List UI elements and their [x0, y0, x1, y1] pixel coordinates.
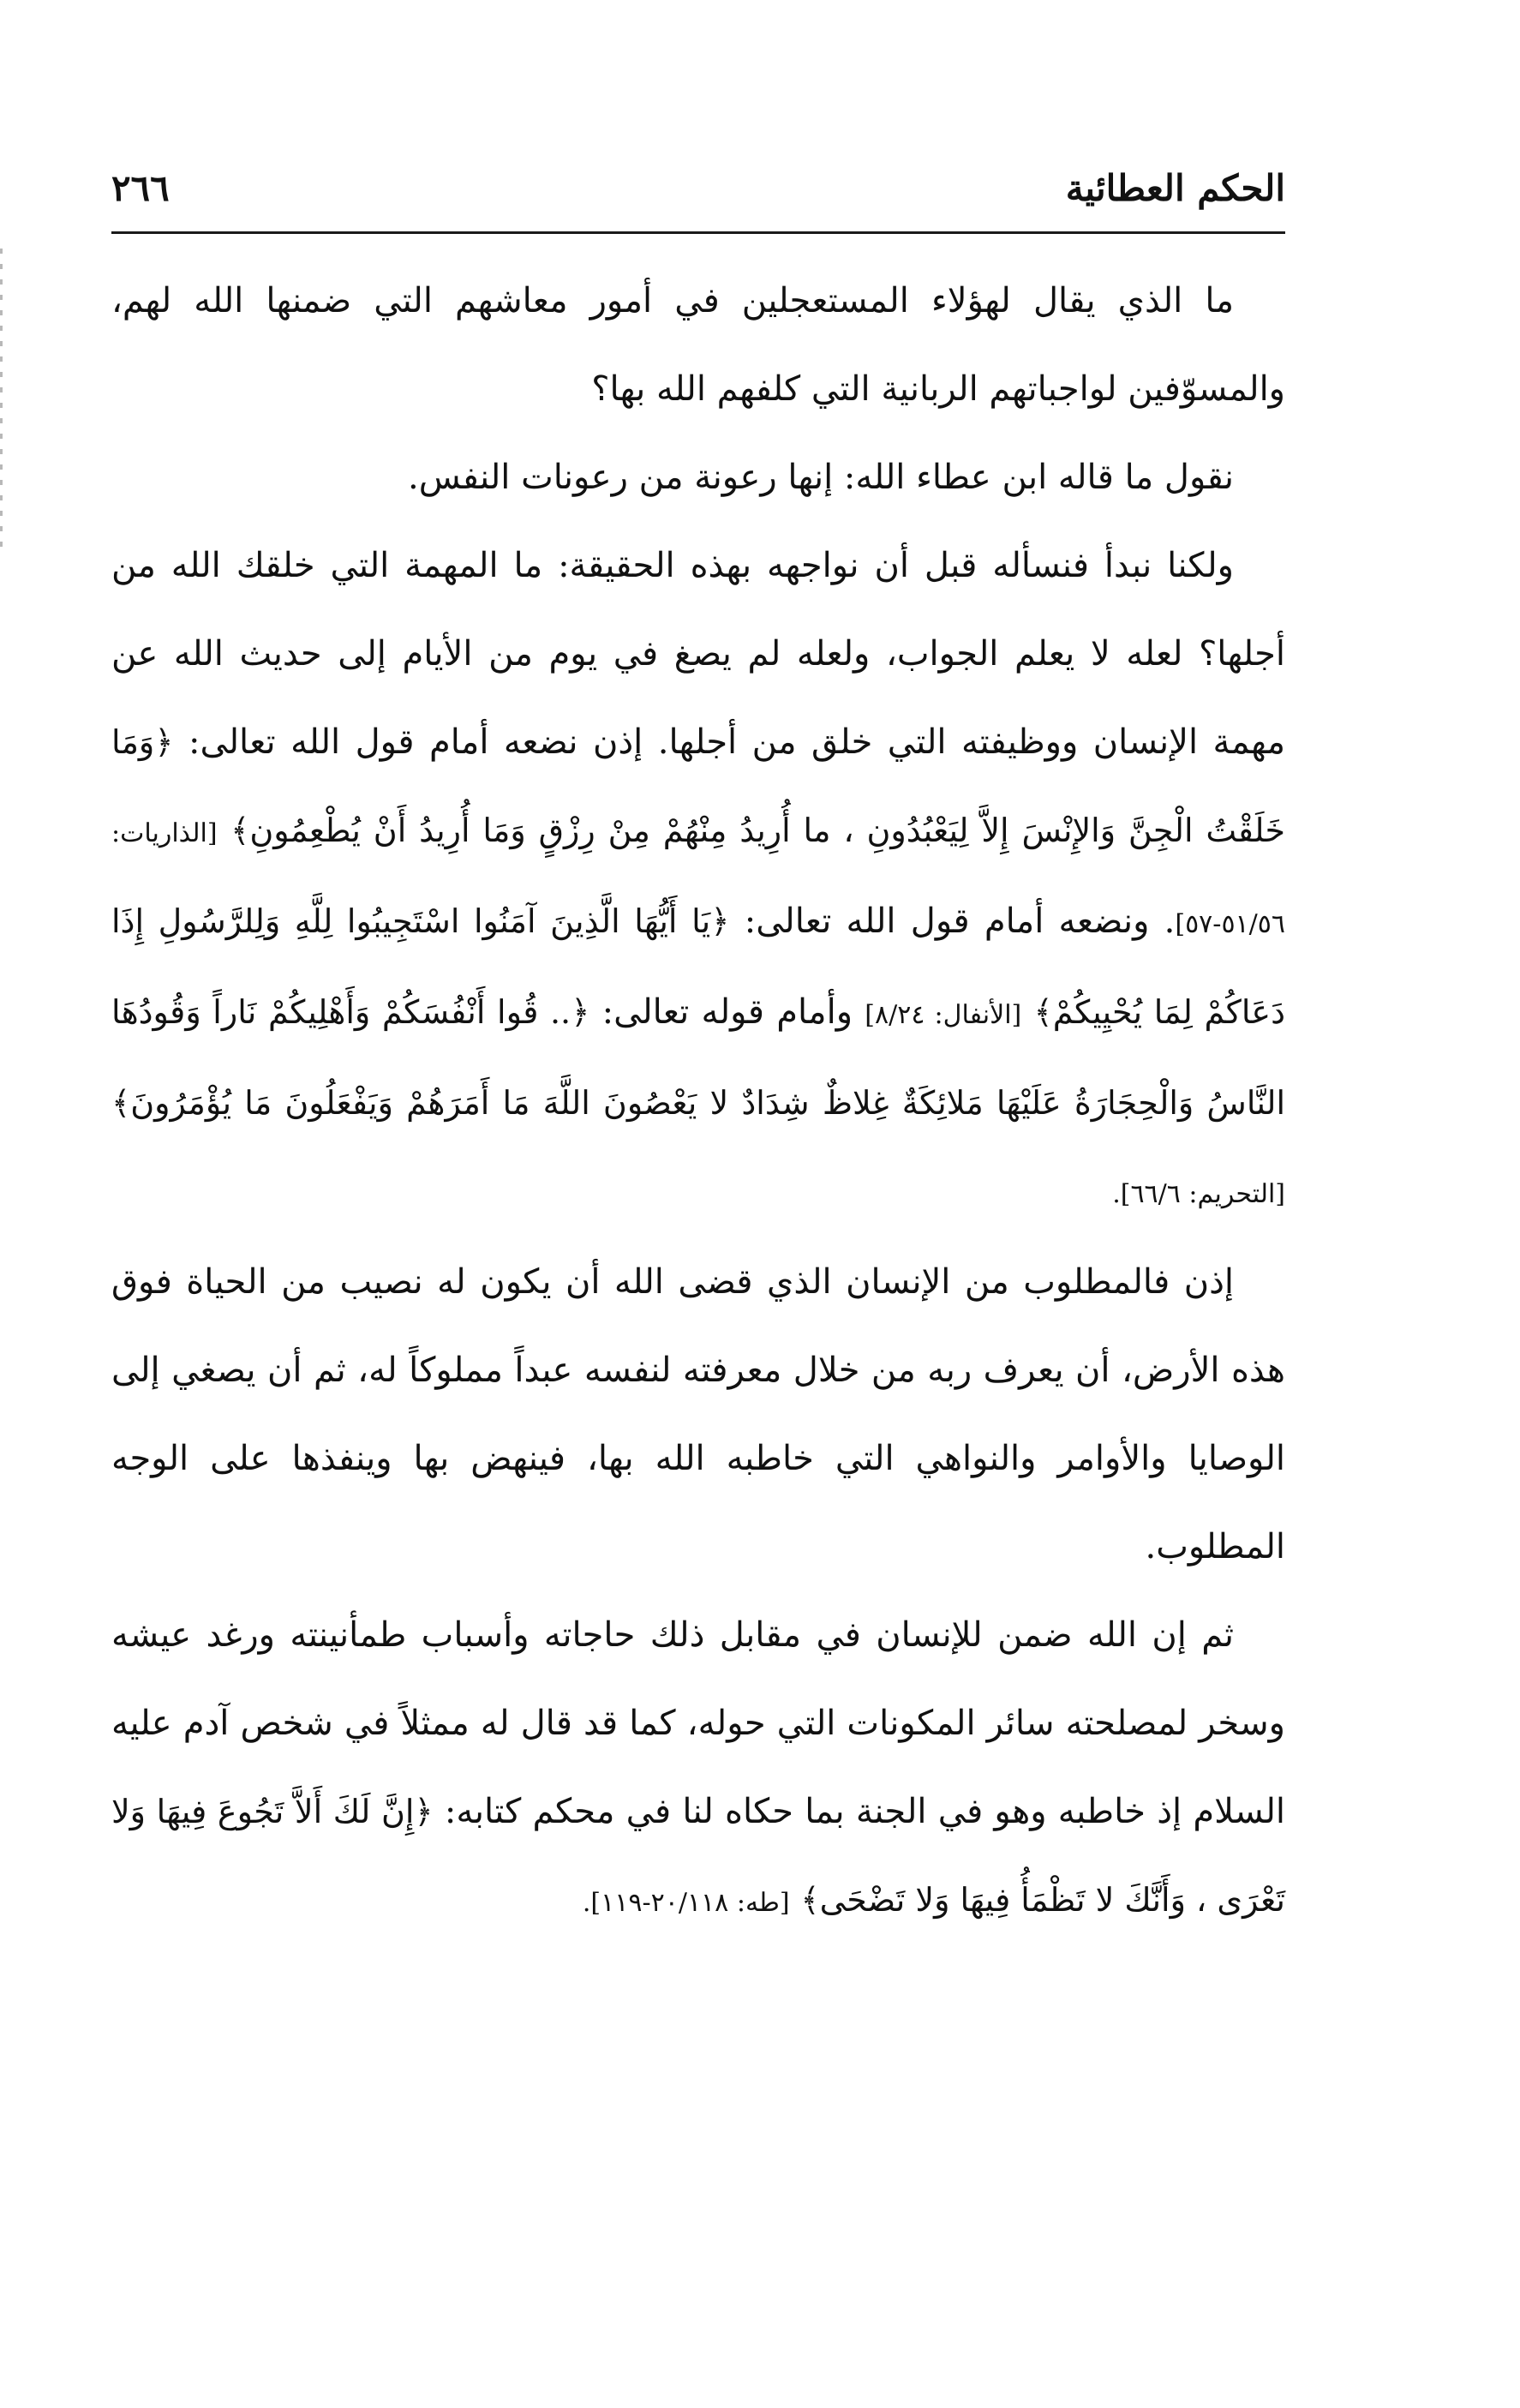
paragraph: إذن فالمطلوب من الإنسان الذي قضى الله أن يكون له نصيب من الحياة فوق هذه الأرض، أن يعرف ربه من خلال معرفته لنفسه عبداً مملوكاً له، ثم أن يصغي إلى الوصايا والأوامر والنواهي التي خاطبه الله بها، فينهض بها وينفذها على الوجه المطلوب.	[111, 1262, 1285, 1566]
paragraph	[111, 1591, 1285, 1947]
paragraph: ما الذي يقال لهؤلاء المستعجلين في أمور معاشهم التي ضمنها الله لهم، والمسوّفين لواجباتهم الربانية التي كلفهم الله بها؟	[111, 281, 1285, 409]
header-rule	[111, 231, 1285, 234]
running-header	[111, 159, 1285, 219]
verse-citation: [الأنفال: ٨/٢٤]	[865, 1000, 1022, 1030]
quran-verse: ﴿إِنَّ لَكَ أَلاَّ تَجُوعَ فِيهَا وَلا تَعْرَى ، وَأَنَّكَ لا تَظْمَأُ فِيهَا وَلا تَضْحَى﴾	[111, 1793, 1285, 1919]
paragraph-text: ثم إن الله ضمن للإنسان في مقابل ذلك حاجاته وأسباب طمأنينته ورغد عيشه وسخر لمصلحته سائر المكونات التي حوله، كما قد قال له ممثلاً في شخص آدم عليه السلام إذ خاطبه وهو في الجنة بما حكاه لنا في محكم كتابه:	[111, 1615, 1285, 1831]
quran-verse: ﴿يَا أَيُّهَا الَّذِينَ آمَنُوا اسْتَجِيبُوا لِلَّهِ وَلِلرَّسُولِ إِذَا دَعَاكُمْ لِمَا يُحْيِيكُمْ﴾	[111, 902, 1286, 1031]
body-text	[111, 257, 1285, 1947]
verse-citation: [الذاريات: ٥١/٥٦-٥٧]	[111, 818, 1285, 939]
paragraph	[111, 522, 1285, 1238]
paragraph-text: . ونضعه أمام قول الله تعالى:	[744, 902, 1176, 941]
quran-verse: ﴿وَمَا خَلَقْتُ الْجِنَّ وَالإِنْسَ إِلاَّ لِيَعْبُدُونِ ، ما أُرِيدُ مِنْهُمْ مِنْ رِزْقٍ وَمَا أُرِيدُ أَنْ يُطْعِمُونِ﴾	[111, 723, 1285, 849]
quran-verse: ﴿.. قُوا أَنْفُسَكُمْ وَأَهْلِيكُمْ نَاراً وَقُودُهَا النَّاسُ وَالْحِجَارَةُ عَلَيْهَا مَلائِكَةٌ غِلاظٌ شِدَادٌ لا يَعْصُونَ اللَّهَ مَا أَمَرَهُمْ وَيَفْعَلُونَ مَا يُؤْمَرُونَ﴾	[111, 993, 1285, 1122]
scan-margin-mark	[0, 249, 3, 557]
paragraph: نقول ما قاله ابن عطاء الله: إنها رعونة من رعونات النفس.	[408, 458, 1234, 497]
verse-citation: [طه: ٢٠/١١٨-١١٩].	[582, 1888, 790, 1918]
verse-citation: [التحريم: ٦٦/٦].	[1112, 1179, 1285, 1209]
paragraph-text: وأمام قوله تعالى:	[601, 992, 853, 1032]
page-number: ٢٦٦	[111, 167, 170, 209]
running-title: الحكم العطائية	[1065, 167, 1285, 209]
paragraph-text: ولكنا نبدأ فنسأله قبل أن نواجهه بهذه الحقيقة: ما المهمة التي خلقك الله من أجلها؟ لعله لا يعلم الجواب، ولعله لم يصغ في يوم من الأيام إلى حديث الله عن مهمة الإنسان ووظيفته التي خلق من أجلها. إذن نضعه أمام قول الله تعالى:	[111, 546, 1285, 762]
